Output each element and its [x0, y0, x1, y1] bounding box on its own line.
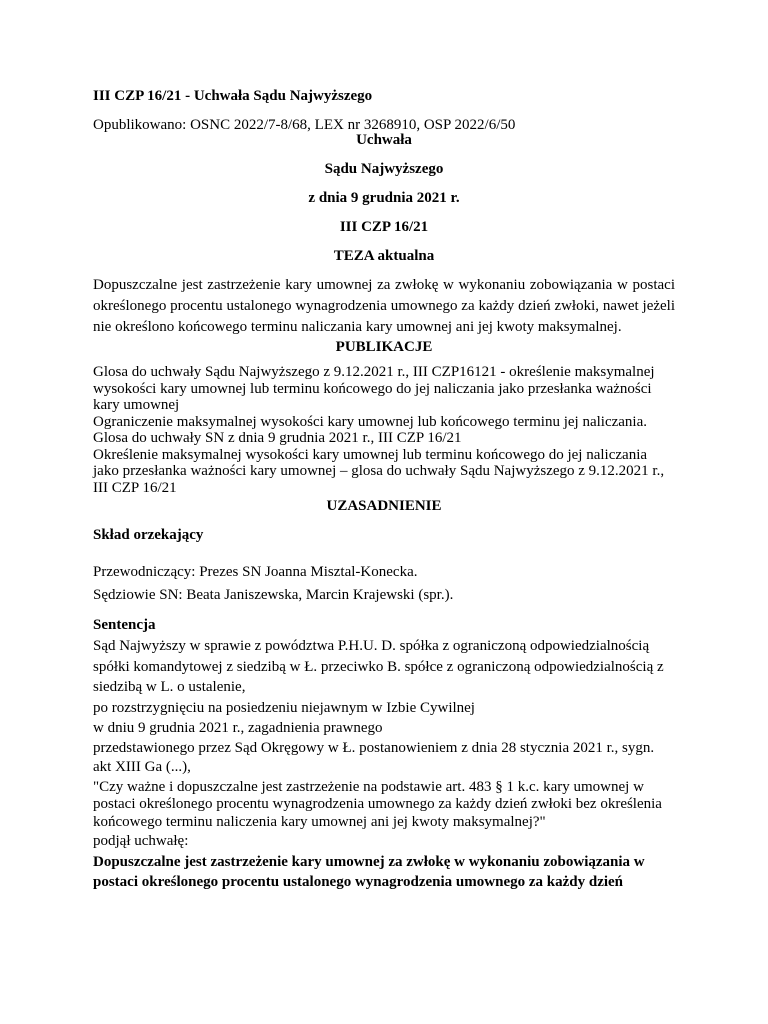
sentencja-referral: przedstawionego przez Sąd Okręgowy w Ł. postanowieniem z dnia 28 stycznia 2021 r., sygn. akt XIII Ga (...), — [93, 739, 655, 775]
uzasadnienie-heading: UZASADNIENIE — [326, 498, 442, 514]
teza-text: Dopuszczalne jest zastrzeżenie kary umownej za zwłokę w wykonaniu zobowiązania w postaci określonego procentu ustalonego wynagrodzenia umownego za każdy dzień zwłoki, nawet jeżeli nie określono końcowego terminu naliczania kary umownej ani jej kwoty maksymalnej. — [93, 277, 675, 335]
sentencja-podjal: podjął uchwałę: — [93, 833, 189, 849]
teza-heading: TEZA aktualna — [333, 248, 435, 264]
legal-question: "Czy ważne i dopuszczalne jest zastrzeżenie na podstawie art. 483 § 1 k.c. kary umownej w postaci określonego procentu wynagrodzenia umownego za każdy dzień zwłoki bez określenia końcowego terminu naliczenia kary umownej ani jej kwoty maksymalnej?" — [93, 778, 662, 830]
sentencja-date: w dniu 9 grudnia 2021 r., zagadnienia prawnego — [93, 720, 383, 736]
publication-link-1[interactable]: Glosa do uchwały Sądu Najwyższego z 9.12.2021 r., III CZP16121 - określenie maksymalnej wysokości kary umownej lub terminu końcowego do jej naliczania jako przesłanka ważności kary umownej — [93, 364, 655, 413]
sklad-heading: Skład orzekający — [93, 527, 204, 543]
publikacje-list — [93, 364, 675, 496]
publication-link-2[interactable]: Ograniczenie maksymalnej wysokości kary umownej lub końcowego terminu jej naliczania. Glosa do uchwały SN z dnia 9 grudnia 2021 r., III CZP 16/21 — [93, 413, 647, 446]
caption-date: z dnia 9 grudnia 2021 r. — [308, 190, 460, 206]
sentencja-parties: Sąd Najwyższy w sprawie z powództwa P.H.U. D. spółka z ograniczoną odpowiedzialnością spółki komandytowej z siedzibą w Ł. przeciwko B. spółce z ograniczoną odpowiedzialnością z siedzibą w L. o ustalenie, — [93, 638, 664, 695]
sentencja-heading: Sentencja — [93, 617, 156, 633]
published-line: Opublikowano: OSNC 2022/7-8/68, LEX nr 3268910, OSP 2022/6/50 — [93, 117, 516, 133]
sedziowie-line: Sędziowie SN: Beata Janiszewska, Marcin Krajewski (spr.). — [93, 587, 454, 603]
caption-signature: III CZP 16/21 — [339, 219, 429, 235]
caption-court: Sądu Najwyższego — [324, 161, 444, 177]
publication-link-3[interactable]: Określenie maksymalnej wysokości kary umownej lub terminu końcowego do jej naliczania jako przesłanka ważności kary umownej – glosa do uchwały Sądu Najwyższego z 9.12.2021 r., III CZP 16/21 — [93, 446, 665, 496]
resolution-text: Dopuszczalne jest zastrzeżenie kary umownej za zwłokę w wykonaniu zobowiązania w postaci określonego procentu ustalonego wynagrodzenia umownego za każdy dzień — [93, 854, 645, 890]
publikacje-heading: PUBLIKACJE — [335, 339, 433, 355]
caption-uchwala: Uchwała — [356, 132, 412, 148]
document-title: III CZP 16/21 - Uchwała Sądu Najwyższego — [93, 88, 373, 104]
przewodniczacy-line: Przewodniczący: Prezes SN Joanna Misztal-Konecka. — [93, 564, 418, 580]
sentencja-posiedzenie: po rozstrzygnięciu na posiedzeniu niejawnym w Izbie Cywilnej — [93, 699, 475, 716]
document-body — [93, 86, 675, 892]
